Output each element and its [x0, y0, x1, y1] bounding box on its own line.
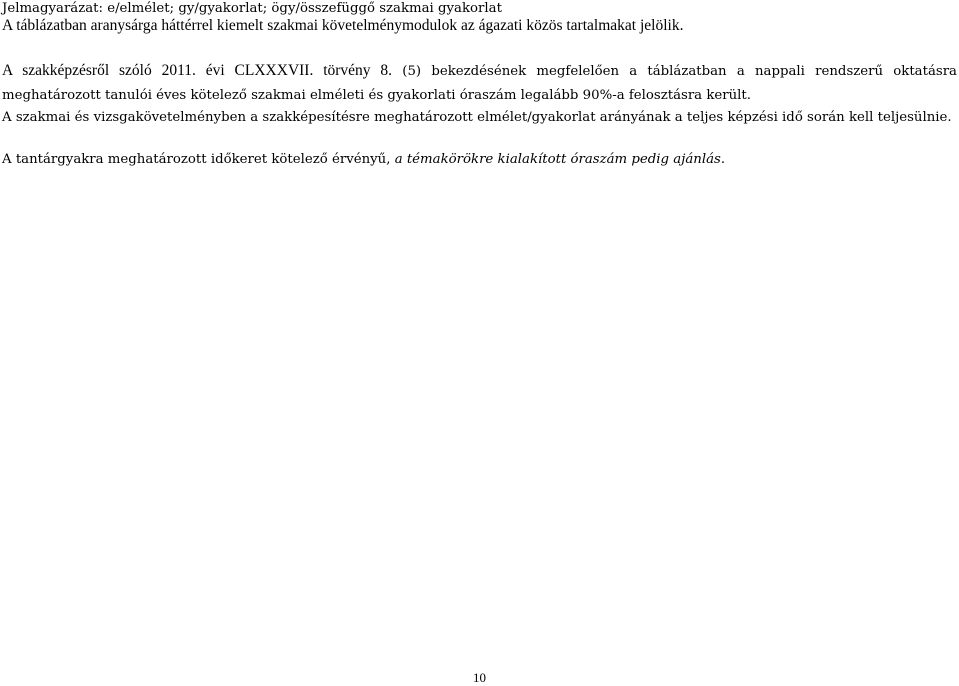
page-number: 10	[473, 670, 486, 685]
timeframe-paragraph	[2, 148, 957, 172]
legend-line: Jelmagyarázat: e/elmélet; gy/gyakorlat; ögy/összefüggő szakmai gyakorlat	[2, 1, 502, 16]
highlight-note: A táblázatban aranysárga háttérrel kiemelt szakmai követelménymodulok az ágazati közös tartalmakat jelölik.	[2, 17, 684, 34]
timeframe-regular-text: A tantárgyakra meghatározott időkeret kötelező érvényű,	[2, 152, 395, 167]
law-paragraph-text: (5) bekezdésének megfelelően a táblázatban a nappali rendszerű oktatásra meghatározott tanulói éves kötelező szakmai elméleti és gyakorlati óraszám legalább 90%-a felosztásra került.	[2, 64, 957, 103]
law-paragraph	[2, 59, 957, 108]
timeframe-italic-text: a témakörökre kialakított óraszám pedig ajánlás.	[394, 152, 726, 167]
law-reference: A szakképzésről szóló 2011. évi CLXXXVII. törvény 8.	[2, 62, 393, 79]
ratio-paragraph: A szakmai és vizsgakövetelményben a szakképesítésre meghatározott elmélet/gyakorlat arányának a teljes képzési idő során kell teljesülnie.	[2, 110, 952, 125]
